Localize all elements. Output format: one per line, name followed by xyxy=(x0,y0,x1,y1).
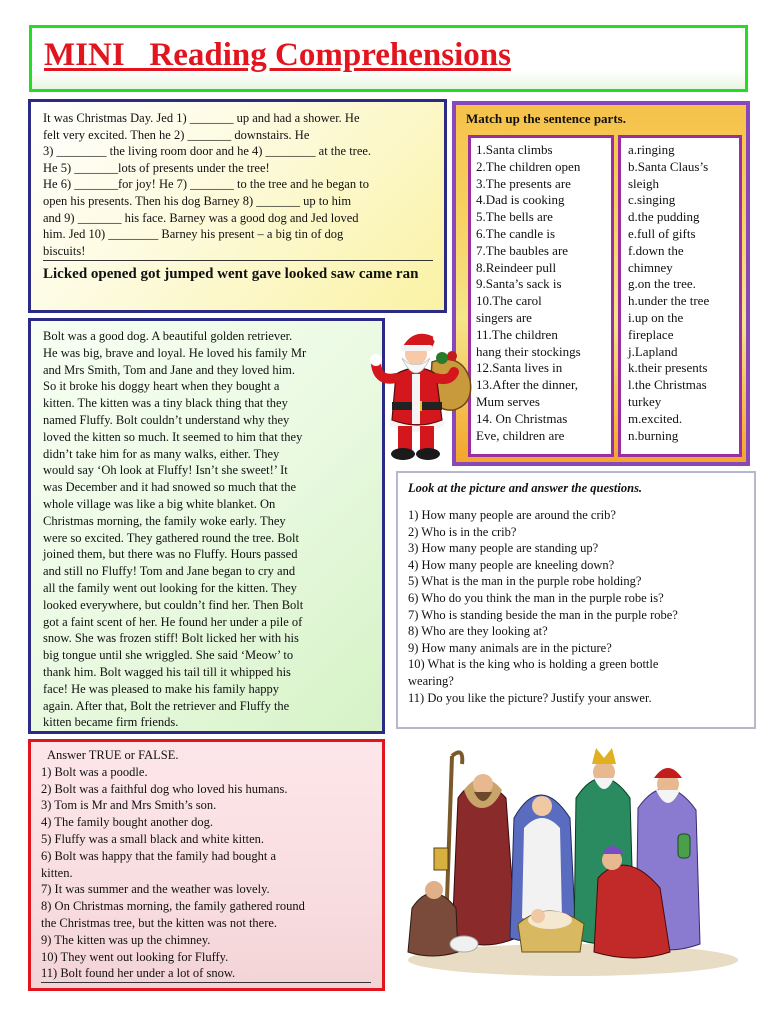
gapfill-line: open his presents. Then his dog Barney 8) _______ up to him xyxy=(43,193,352,208)
page-title: MINI Reading Comprehensions xyxy=(44,37,511,73)
match-left-item: hang their stockings xyxy=(476,343,581,359)
divider xyxy=(41,982,371,983)
true-false-exercise xyxy=(28,739,385,991)
match-left-item: 5.The bells are xyxy=(476,209,553,225)
match-right-item: m.excited. xyxy=(628,410,683,426)
true-false-item: the Christmas tree, but the kitten was not there. xyxy=(41,915,278,930)
sentence-beginnings xyxy=(468,135,614,457)
gapfill-text xyxy=(43,110,434,259)
story-line: face! He was pleased to make his family happy xyxy=(43,681,280,696)
gapfill-line: 3) ________ the living room door and he 4) ________ at the tree. xyxy=(43,144,372,159)
match-left-item: 13.After the dinner, xyxy=(476,377,579,393)
match-left-item: 11.The children xyxy=(476,326,558,342)
match-left-item: Eve, children are xyxy=(476,427,565,443)
story-line: kitten became firm friends. xyxy=(43,715,179,730)
question-item: 10) What is the king who is holding a green bottle xyxy=(408,657,659,672)
match-left-item: 12.Santa lives in xyxy=(476,360,563,376)
nativity-illustration xyxy=(398,738,742,978)
picture-questions xyxy=(396,471,756,729)
question-item: 11) Do you like the picture? Justify your answer. xyxy=(408,690,652,705)
true-false-item: 6) Bolt was happy that the family had bought a xyxy=(41,848,277,863)
story-line: was December and it had snowed so much that the xyxy=(43,480,297,495)
story-line: Christmas morning, the family woke early. They xyxy=(43,513,286,528)
match-heading: Match up the sentence parts. xyxy=(466,111,626,126)
match-right-item: chimney xyxy=(628,259,673,275)
true-false-item: 4) The family bought another dog. xyxy=(41,815,213,830)
story-line: named Fluffy. Bolt couldn’t understand why they xyxy=(43,412,290,427)
story-line: all the family went out looking for the kitten. They xyxy=(43,580,297,595)
match-right-item: a.ringing xyxy=(628,142,675,157)
match-right-item: l.the Christmas xyxy=(628,377,707,393)
match-right-item: fireplace xyxy=(628,326,674,342)
gapfill-line: and 9) _______ his face. Barney was a good dog and Jed loved xyxy=(43,210,359,225)
true-false-item: 2) Bolt was a faithful dog who loved his humans. xyxy=(41,781,288,796)
gapfill-line: felt very excited. Then he 2) _______ downstairs. He xyxy=(43,127,310,142)
question-item: 1) How many people are around the crib? xyxy=(408,508,616,522)
story-line: So it broke his doggy heart when they bought a xyxy=(43,379,280,394)
match-right-item: e.full of gifts xyxy=(628,225,696,241)
story-line: loved the kitten so much. It seemed to him that they xyxy=(43,429,303,444)
match-left-item: Mum serves xyxy=(476,393,540,409)
true-false-item: 8) On Christmas morning, the family gathered round xyxy=(41,899,305,914)
match-left-item: 3.The presents are xyxy=(476,175,571,191)
santa-illustration xyxy=(370,322,476,464)
question-item: 9) How many animals are in the picture? xyxy=(408,640,612,655)
story-line: looked everywhere, but couldn’t find her. Then Bolt xyxy=(43,597,304,612)
match-left-item: 6.The candle is xyxy=(476,225,556,241)
question-item: 2) Who is in the crib? xyxy=(408,524,517,539)
match-left-item: 4.Dad is cooking xyxy=(476,192,565,208)
story-line: got a faint scent of her. He found her under a pile of xyxy=(43,614,303,629)
match-left-item: 7.The baubles are xyxy=(476,242,569,258)
story-line: kitten. The kitten was a tiny black thing that they xyxy=(43,396,288,411)
match-left-item: 10.The carol xyxy=(476,293,542,309)
gapfill-line: He 5) _______lots of presents under the tree! xyxy=(43,160,270,175)
match-left-item: singers are xyxy=(476,309,532,325)
match-right-item: sleigh xyxy=(628,175,660,191)
match-left-item: 2.The children open xyxy=(476,158,581,174)
gapfill-line: It was Christmas Day. Jed 1) _______ up and had a shower. He xyxy=(43,111,360,125)
story-line: thank him. Bolt wagged his tail till it whipped his xyxy=(43,664,291,679)
title-banner xyxy=(29,25,748,92)
match-right-item: k.their presents xyxy=(628,360,708,376)
story-line: joined them, but there was no Fluffy. Hours passed xyxy=(43,547,298,562)
story-line: snow. She was frozen stiff! Bolt licked her with his xyxy=(43,631,299,646)
questions-heading: Look at the picture and answer the questions. xyxy=(408,481,643,495)
story-line: would say ‘Oh look at Fluffy! Isn’t she sweet!’ It xyxy=(43,463,288,478)
bolt-story xyxy=(28,318,385,734)
true-false-item: kitten. xyxy=(41,865,73,880)
true-false-item: 7) It was summer and the weather was lovely. xyxy=(41,882,270,897)
true-false-item: 11) Bolt found her under a lot of snow. xyxy=(41,966,236,981)
true-false-item: 9) The kitten was up the chimney. xyxy=(41,932,211,947)
gapfill-line: biscuits! xyxy=(43,243,86,258)
question-item: 4) How many people are kneeling down? xyxy=(408,557,615,572)
match-sentence-parts xyxy=(452,101,750,466)
question-item: 3) How many people are standing up? xyxy=(408,541,599,556)
match-left-item: 1.Santa climbs xyxy=(476,142,553,157)
gapfill-line: him. Jed 10) ________ Barney his present – a big tin of dog xyxy=(43,227,344,242)
true-false-item: 3) Tom is Mr and Mrs Smith’s son. xyxy=(41,798,217,813)
question-item: wearing? xyxy=(408,673,454,688)
question-item: 8) Who are they looking at? xyxy=(408,624,548,639)
bolt-story-text xyxy=(43,328,374,731)
story-line: and Mrs Smith, Tom and Jane and they loved him. xyxy=(43,362,295,377)
story-line: He was big, brave and loyal. He loved his family Mr xyxy=(43,345,307,360)
question-item: 7) Who is standing beside the man in the purple robe? xyxy=(408,607,678,622)
divider xyxy=(43,260,433,261)
true-false-heading: Answer TRUE or FALSE. xyxy=(47,748,179,762)
question-item: 5) What is the man in the purple robe holding? xyxy=(408,574,642,589)
story-line: and still no Fluffy! Tom and Jane began to cry and xyxy=(43,564,296,579)
story-line: didn’t take him for as many walks, either. They xyxy=(43,446,280,461)
match-right-item: d.the pudding xyxy=(628,209,700,225)
match-left-item: 14. On Christmas xyxy=(476,410,568,426)
match-right-item: c.singing xyxy=(628,192,676,208)
sentence-endings xyxy=(618,135,742,457)
question-item: 6) Who do you think the man in the purple robe is? xyxy=(408,590,664,605)
match-right-item: g.on the tree. xyxy=(628,276,696,292)
gapfill-line: He 6) _______for joy! He 7) _______ to the tree and he began to xyxy=(43,177,369,192)
match-left-item: 8.Reindeer pull xyxy=(476,259,557,275)
word-bank: Licked opened got jumped went gave looked saw came ran xyxy=(43,266,419,283)
story-line: were so excited. They gathered round the tree. Bolt xyxy=(43,530,299,545)
christmas-day-gapfill xyxy=(28,99,447,313)
story-line: big tongue until she wriggled. She said ‘Meow’ to xyxy=(43,648,294,663)
true-false-item: 1) Bolt was a poodle. xyxy=(41,764,148,779)
match-right-item: j.Lapland xyxy=(628,343,678,359)
match-right-item: turkey xyxy=(628,393,662,409)
true-false-item: 5) Fluffy was a small black and white kitten. xyxy=(41,831,264,846)
match-right-item: f.down the xyxy=(628,242,684,258)
match-right-item: b.Santa Claus’s xyxy=(628,158,709,174)
match-left-item: 9.Santa’s sack is xyxy=(476,276,562,292)
true-false-item: 10) They went out looking for Fluffy. xyxy=(41,949,229,964)
match-right-item: h.under the tree xyxy=(628,293,710,309)
story-line: again. After that, Bolt the retriever and Fluffy the xyxy=(43,698,290,713)
story-line: Bolt was a good dog. A beautiful golden retriever. xyxy=(43,329,293,343)
match-right-item: n.burning xyxy=(628,427,679,443)
match-right-item: i.up on the xyxy=(628,309,684,325)
story-line: whole village was like a big white blanket. On xyxy=(43,496,276,511)
